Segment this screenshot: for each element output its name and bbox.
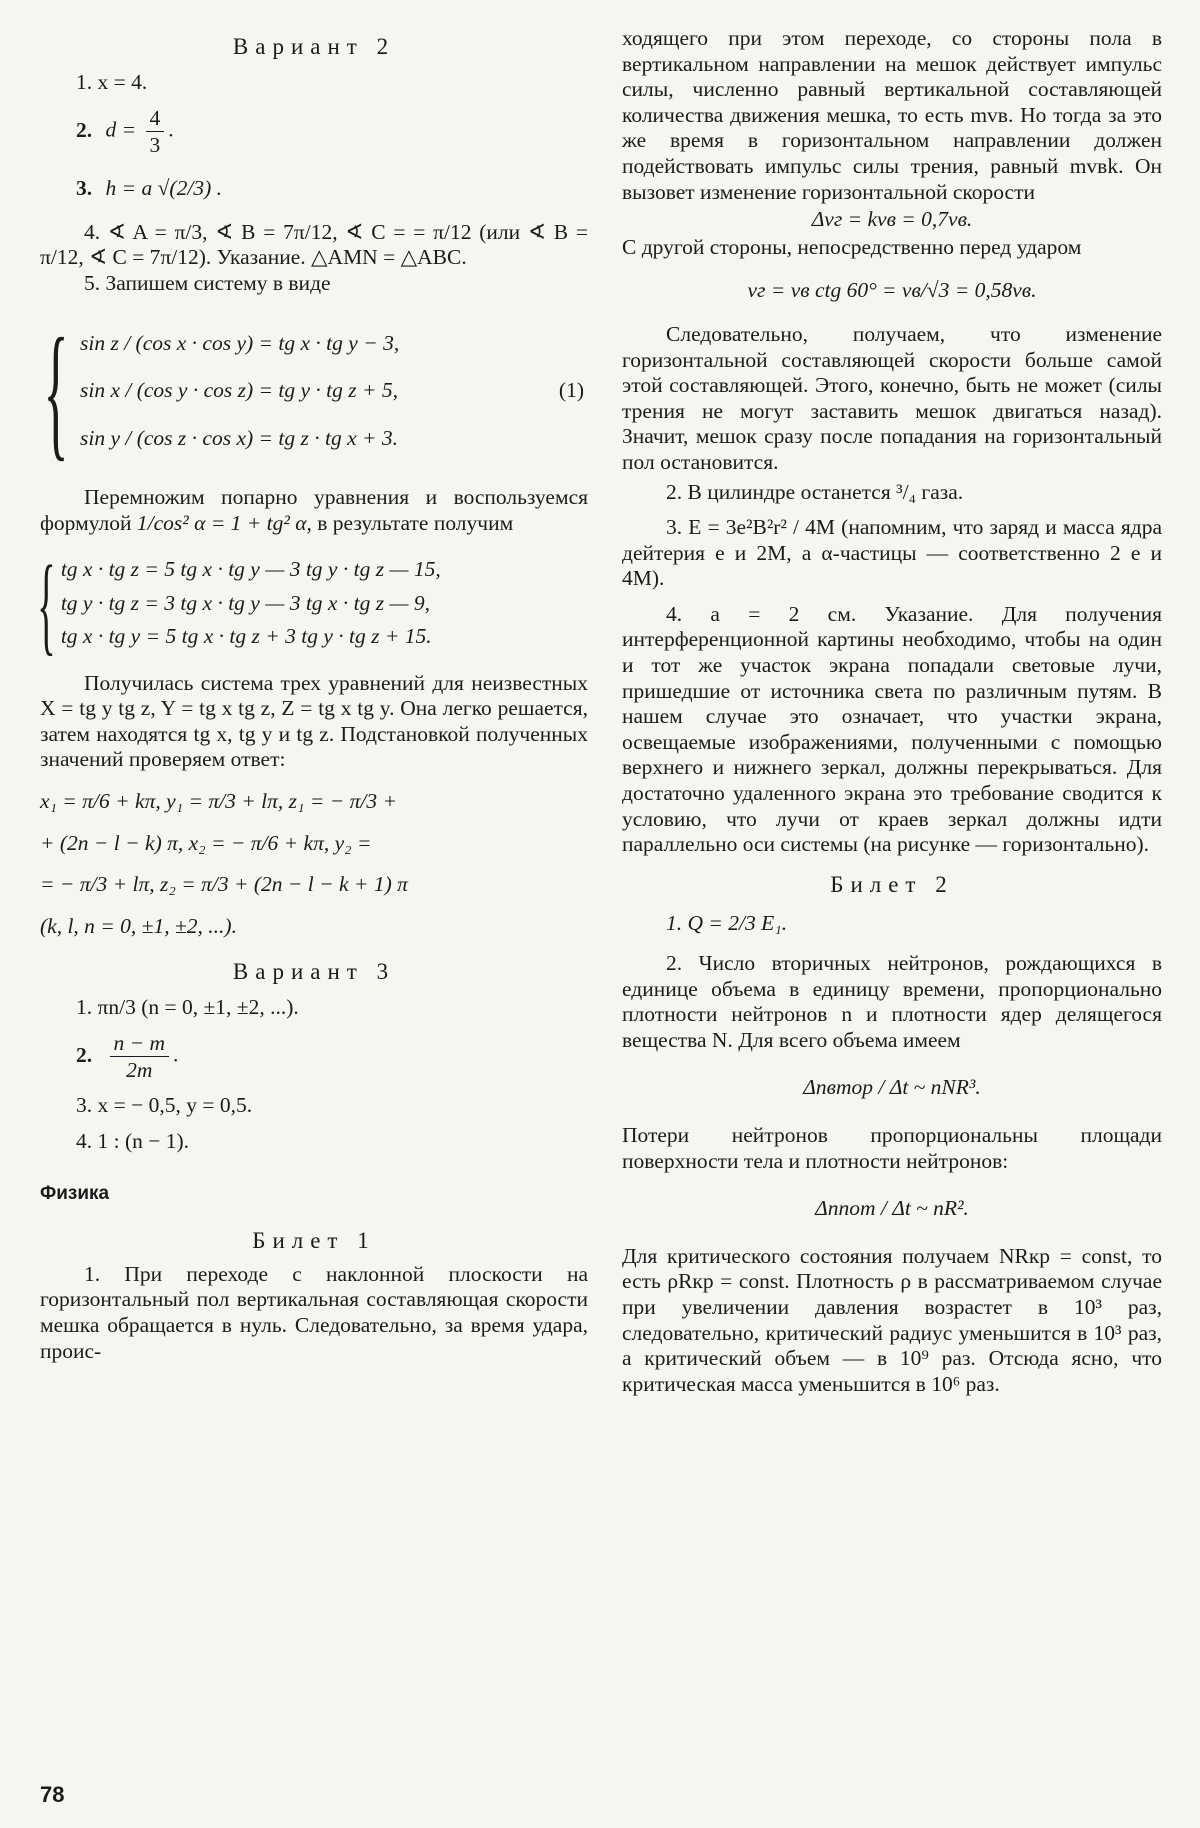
ticket-1-continuation: ходящего при этом переходе, со стороны пола в вертикальном направлении на мешок действует импульс силы, численно равный вертикальной составляющей количества движения мешка, то есть mvв. Но тогда за это же время в горизонтальном направлении должен подействовать импульс силы трения, равный mvвk. Он вызовет изменение горизонтальной скорости bbox=[622, 26, 1162, 204]
final-text: Для критического состояния получаем NRкр = const, то есть ρRкр = const. Плотность ρ в рассматриваемом случае при увеличении давления возрастет в 10³ раз, следовательно, критический радиус уменьшится в 10³ раз, а критический объем — в 10⁹ раз. Отсюда ясно, что критическая масса уменьшится в 10⁶ раз. bbox=[622, 1243, 1162, 1396]
ticket-1-answer-1: 1. При переходе с наклонной плоскости на горизонтальный пол вертикальная составляющая скорости мешка обращается в нуль. Следовательно, за время удара, проис- bbox=[40, 1261, 588, 1363]
v2-answer-4: 4. ∢ A = π/3, ∢ B = 7π/12, ∢ C = = π/12 (или ∢ B = π/12, ∢ C = 7π/12). Указание. △AMN = △ABC. bbox=[40, 219, 588, 270]
system-2-brace: { bbox=[37, 542, 56, 665]
multiply-text-1: Перемножим попарно уравнения и воспользуемся формулой bbox=[40, 485, 588, 535]
v2-answer-2-numerator: 4 bbox=[149, 106, 161, 131]
system-1-eq-1: sin z / (cos x · cos y) = tg x · tg y − 3, bbox=[80, 330, 400, 355]
ticket-1-answer-3: 3. E = 3e²B²r² / 4M (напомним, что заряд и масса ядра дейтерия e и 2M, а α-частицы — соответственно 2 e и 4M). bbox=[622, 515, 1162, 591]
equation-n-secondary: Δnвтор / Δt ~ nNR³. bbox=[803, 1075, 981, 1100]
v3-answer-4: 4. 1 : (n − 1). bbox=[76, 1129, 190, 1154]
v3-answer-2-fraction bbox=[110, 1030, 170, 1083]
v3-answer-2-label: 2. bbox=[76, 1042, 93, 1067]
v3-answer-1: 1. πn/3 (n = 0, ±1, ±2, ...). bbox=[76, 994, 299, 1019]
answer-line-4: (k, l, n = 0, ±1, ±2, ...). bbox=[40, 913, 237, 938]
v3-answer-2-denominator: 2m bbox=[110, 1056, 170, 1083]
v2-answer-3-text: h = a √(2/3) . bbox=[105, 176, 222, 201]
ticket-2-heading: Билет 2 bbox=[830, 871, 954, 897]
answer-line-3: = − π/3 + lπ, z₂ = π/3 + (2n − l − k + 1) π bbox=[40, 872, 408, 897]
equation-v-horizontal: vг = vв ctg 60° = vв/√3 = 0,58vв. bbox=[747, 278, 1037, 303]
answer-line-1: x₁ = π/6 + kπ, y₁ = π/3 + lπ, z₁ = − π/3 + bbox=[40, 788, 397, 813]
result-text: Получилась система трех уравнений для неизвестных X = tg y tg z, Y = tg x tg z, Z = tg x tg y. Она легко решается, затем находятся tg x, tg y и tg z. Подстановкой полученных значений проверяем ответ: bbox=[40, 670, 588, 772]
v2-answer-2-fraction bbox=[146, 105, 165, 158]
v2-answer-2-lhs: d = bbox=[105, 117, 137, 142]
system-1-eq-2: sin x / (cos y · cos z) = tg y · tg z + 5, bbox=[80, 378, 399, 403]
v3-answer-2: 2. $\frac{n - m}{2m}$ . bbox=[76, 1031, 179, 1083]
v3-answer-3: 3. x = − 0,5, y = 0,5. bbox=[76, 1093, 253, 1118]
equation-n-losses: Δnпот / Δt ~ nR². bbox=[815, 1196, 969, 1221]
right-column bbox=[622, 26, 1162, 1397]
v2-answer-2: 2. d = $\frac{4}{3}$ . bbox=[76, 106, 174, 158]
left-column bbox=[37, 26, 588, 1364]
v2-answer-3 bbox=[76, 176, 588, 202]
ticket-1-answer-4: 4. a = 2 см. Указание. Для получения интерференционной картины необходимо, чтобы на один и тот же участок экрана попадали световые лучи, пришедшие от источника света по различным путям. В нашем случае это означает, что участки экрана, освещаемые изображениями, полученными с помощью верхнего и нижнего зеркал, должны перекрываться. Для достаточно удаленного экрана это требование сводится к условию, что лучи от краев зеркал должны идти параллельно оси системы (на рисунке — горизонтально). bbox=[622, 601, 1162, 857]
ticket-1-heading: Билет 1 bbox=[252, 1228, 376, 1254]
multiply-text bbox=[40, 485, 588, 536]
v2-answer-2-label: 2. bbox=[76, 117, 93, 142]
v2-answer-2-denominator: 3 bbox=[146, 131, 165, 158]
other-side-text: С другой стороны, непосредственно перед ударом bbox=[622, 234, 1082, 259]
conclusion-text: Следовательно, получаем, что изменение горизонтальной составляющей скорости больше самой этой составляющей. Этого, конечно, быть не может (силы трения не могут заставить мешок двигаться назад). Значит, мешок сразу после попадания на горизонтальный пол остановится. bbox=[622, 321, 1162, 474]
system-1-lines bbox=[80, 309, 399, 474]
losses-text: Потери нейтронов пропорциональны площади поверхности тела и плотности нейтронов: bbox=[622, 1122, 1162, 1173]
system-2-eq-3: tg x · tg y = 5 tg x · tg z + 3 tg y · tg z + 15. bbox=[60, 624, 432, 649]
answer-line-2: + (2n − l − k) π, x₂ = − π/6 + kπ, y₂ = bbox=[40, 830, 372, 855]
system-2-eq-2: tg y · tg z = 3 tg x · tg y — 3 tg x · tg z — 9, bbox=[60, 590, 431, 615]
v2-answer-3-label: 3. bbox=[76, 176, 93, 201]
v3-answer-2-numerator: n − m bbox=[113, 1031, 166, 1056]
system-2-eq-1: tg x · tg z = 5 tg x · tg y — 3 tg y · tg z — 15, bbox=[60, 557, 441, 582]
ticket-1-answer-2: 2. В цилиндре останется ³/₄ газа. bbox=[666, 479, 964, 504]
system-1-number: (1) bbox=[558, 378, 584, 403]
system-1-brace: { bbox=[43, 307, 69, 474]
v2-answer-5-intro: 5. Запишем систему в виде bbox=[84, 270, 331, 295]
multiply-formula: 1/cos² α = 1 + tg² α, bbox=[136, 510, 312, 535]
ticket-2-answer-1: 1. Q = 2/3 E₁. bbox=[666, 911, 788, 936]
system-2-lines bbox=[61, 549, 441, 658]
v2-answer-1: 1. x = 4. bbox=[76, 69, 148, 94]
system-1 bbox=[40, 309, 588, 474]
system-1-eq-3: sin y / (cos z · cos x) = tg z · tg x + 3. bbox=[80, 425, 399, 450]
physics-heading: Физика bbox=[40, 1182, 110, 1204]
system-2 bbox=[37, 542, 588, 665]
page-number: 78 bbox=[40, 1782, 65, 1807]
equation-delta-v: Δvг = kvв = 0,7vв. bbox=[811, 207, 973, 232]
variant-3-heading: Вариант 3 bbox=[232, 959, 396, 985]
ticket-2-answer-2: 2. Число вторичных нейтронов, рождающихся в единице объема в единицу времени, пропорционально плотности нейтронов n и плотности ядер делящегося вещества N. Для всего объема имеем bbox=[622, 951, 1162, 1052]
variant-2-heading: Вариант 2 bbox=[232, 34, 396, 59]
multiply-text-2: в результате получим bbox=[317, 510, 514, 535]
